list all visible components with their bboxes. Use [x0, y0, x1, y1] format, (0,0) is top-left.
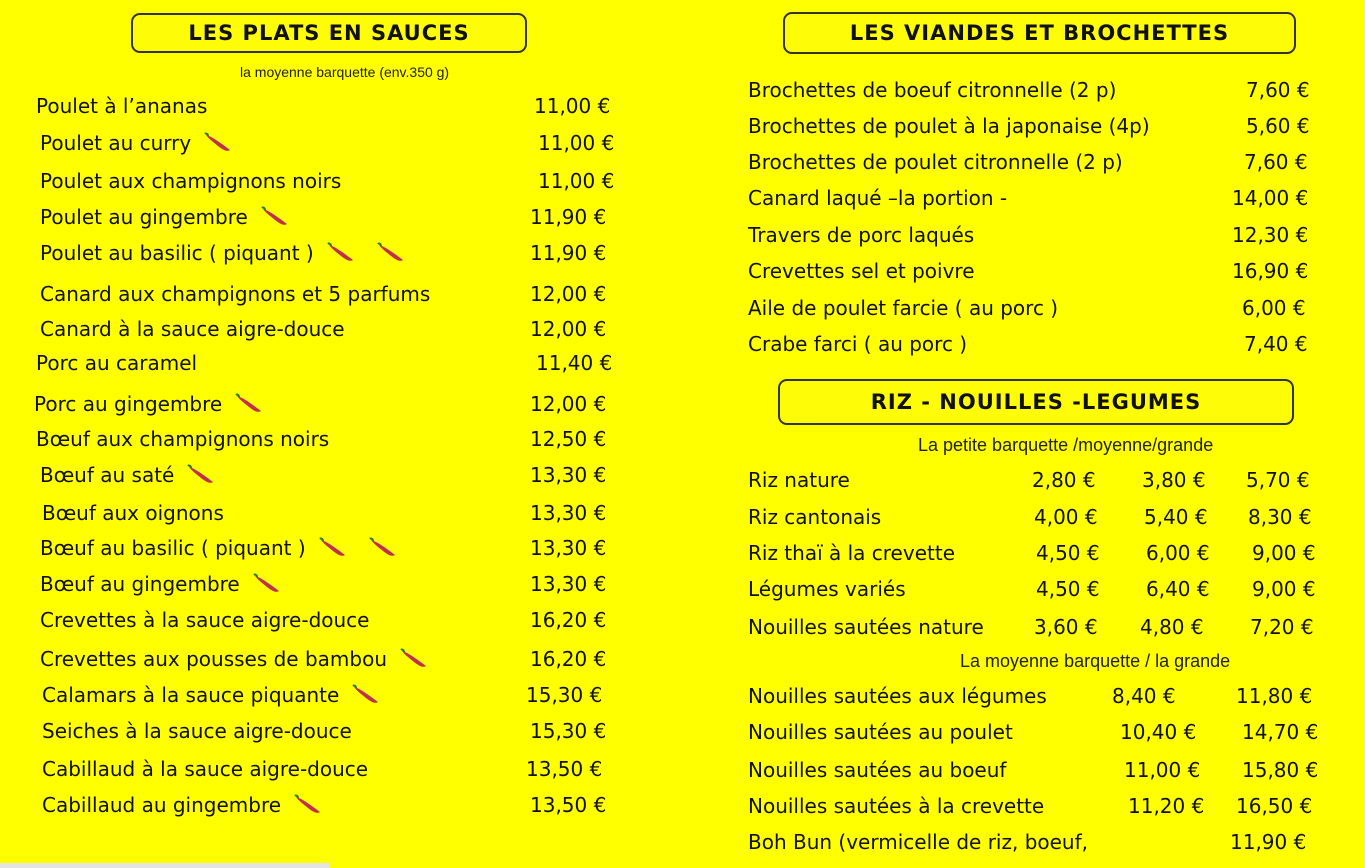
menu-item-price: 5,70 €	[1246, 468, 1310, 492]
menu-item-name: Crevettes sel et poivre	[748, 259, 975, 283]
menu-item-name: Riz thaï à la crevette	[748, 541, 955, 565]
section-title-text: RIZ - NOUILLES -LEGUMES	[870, 390, 1202, 414]
chili-pepper-icon	[260, 206, 290, 228]
menu-item-price: 5,60 €	[1246, 114, 1310, 138]
menu-item-price: 7,40 €	[1244, 332, 1308, 356]
menu-item-name: Boh Bun (vermicelle de riz, boeuf,	[748, 830, 1089, 854]
menu-item-price: 11,90 €	[1230, 830, 1307, 854]
menu-item-name: Poulet au curry	[40, 131, 192, 155]
chili-pepper-icon	[318, 537, 348, 559]
menu-item-name: Canard laqué –la portion -	[748, 186, 1008, 210]
menu-item-row	[36, 350, 736, 380]
menu-item-row	[34, 391, 734, 421]
menu-item-name: Légumes variés	[748, 577, 906, 601]
menu-item-name: Poulet au basilic ( piquant )	[40, 241, 314, 265]
menu-item-name: Canard aux champignons et 5 parfums	[40, 282, 431, 306]
menu-item-price: 4,50 €	[1036, 541, 1100, 565]
menu-item-row	[748, 185, 1365, 215]
menu-item-row	[748, 540, 1365, 570]
menu-item-row	[40, 535, 740, 565]
chili-pepper-icon	[234, 393, 264, 415]
chili-pepper-icon	[376, 242, 406, 264]
menu-item-price: 12,50 €	[530, 427, 607, 451]
menu-item-price: 6,40 €	[1146, 577, 1210, 601]
menu-item-price: 12,00 €	[530, 282, 607, 306]
menu-item-row	[40, 130, 740, 160]
menu-item-price: 5,40 €	[1144, 505, 1208, 529]
chili-pepper-icon	[252, 573, 282, 595]
menu-item-price: 11,90 €	[530, 241, 607, 265]
section-title-riz-nouilles-legumes	[778, 379, 1294, 425]
menu-item-row	[36, 93, 736, 123]
menu-item-price: 6,00 €	[1146, 541, 1210, 565]
menu-item-row	[40, 571, 740, 601]
menu-item-price: 15,30 €	[530, 719, 607, 743]
menu-item-row	[748, 719, 1365, 749]
section-title-text: LES VIANDES ET BROCHETTES	[849, 21, 1230, 45]
size-note-three: La petite barquette /moyenne/grande	[918, 435, 1214, 455]
menu-item-name: Bœuf au basilic ( piquant )	[40, 536, 306, 560]
menu-item-price: 16,50 €	[1236, 794, 1313, 818]
menu-item-row	[42, 718, 742, 748]
menu-item-name: Brochettes de poulet citronnelle (2 p)	[748, 150, 1123, 174]
menu-item-row	[748, 683, 1365, 713]
menu-item-price: 11,00 €	[538, 131, 615, 155]
menu-item-row	[748, 295, 1365, 325]
menu-item-name: Calamars à la sauce piquante	[42, 683, 340, 707]
menu-item-price: 9,00 €	[1252, 577, 1316, 601]
menu-item-name: Porc au caramel	[36, 351, 198, 375]
menu-item-name: Bœuf au gingembre	[40, 572, 240, 596]
menu-item-price: 13,30 €	[530, 572, 607, 596]
menu-item-price: 3,60 €	[1034, 615, 1098, 639]
menu-item-price: 10,40 €	[1120, 720, 1197, 744]
menu-item-price: 11,00 €	[538, 169, 615, 193]
menu-item-name: Nouilles sautées à la crevette	[748, 794, 1045, 818]
menu-item-row	[40, 240, 740, 270]
menu-item-name: Travers de porc laqués	[748, 223, 975, 247]
menu-item-price: 15,30 €	[526, 683, 603, 707]
portion-note: la moyenne barquette (env.350 g)	[240, 64, 450, 80]
menu-item-row	[748, 793, 1365, 823]
menu-item-name: Seiches à la sauce aigre-douce	[42, 719, 352, 743]
menu-item-price: 12,00 €	[530, 392, 607, 416]
menu-item-price: 13,30 €	[530, 463, 607, 487]
menu-item-name: Crevettes à la sauce aigre-douce	[40, 608, 370, 632]
menu-item-price: 11,80 €	[1236, 684, 1313, 708]
menu-item-price: 12,30 €	[1232, 223, 1309, 247]
menu-item-price: 16,20 €	[530, 647, 607, 671]
menu-item-price: 7,60 €	[1246, 78, 1310, 102]
menu-item-row	[42, 500, 742, 530]
menu-item-price: 16,90 €	[1232, 259, 1309, 283]
chili-pepper-icon	[326, 242, 356, 264]
menu-item-row	[40, 204, 740, 234]
menu-item-price: 9,00 €	[1252, 541, 1316, 565]
menu-item-price: 6,00 €	[1242, 296, 1306, 320]
menu-item-price: 13,30 €	[530, 501, 607, 525]
menu-item-row	[40, 607, 740, 637]
size-note-two: La moyenne barquette / la grande	[960, 651, 1231, 671]
menu-item-price: 11,00 €	[534, 94, 611, 118]
menu-item-name: Riz nature	[748, 468, 850, 492]
menu-item-name: Bœuf au saté	[40, 463, 175, 487]
menu-item-name: Nouilles sautées aux légumes	[748, 684, 1047, 708]
chili-pepper-icon	[368, 537, 398, 559]
menu-item-row	[748, 829, 1365, 859]
section-title-viandes-brochettes	[783, 12, 1296, 54]
menu-item-price: 11,90 €	[530, 205, 607, 229]
menu-item-row	[42, 756, 742, 786]
menu-item-row	[40, 462, 740, 492]
menu-item-row	[748, 222, 1365, 252]
menu-item-price: 4,00 €	[1034, 505, 1098, 529]
menu-item-price: 4,50 €	[1036, 577, 1100, 601]
menu-item-price: 7,20 €	[1250, 615, 1314, 639]
chili-pepper-icon	[399, 648, 429, 670]
menu-item-name: Crevettes aux pousses de bambou	[40, 647, 388, 671]
menu-item-row	[748, 504, 1365, 534]
section-title-plats-en-sauces	[131, 13, 527, 53]
menu-item-price: 13,30 €	[530, 536, 607, 560]
menu-item-row	[40, 316, 740, 346]
menu-item-row	[748, 331, 1365, 361]
menu-item-price: 2,80 €	[1032, 468, 1096, 492]
menu-item-name: Canard à la sauce aigre-douce	[40, 317, 345, 341]
menu-item-row	[748, 113, 1365, 143]
menu-item-name: Poulet au gingembre	[40, 205, 248, 229]
menu-item-row	[748, 757, 1365, 787]
menu-item-row	[748, 149, 1365, 179]
section-title-text: LES PLATS EN SAUCES	[188, 21, 470, 45]
menu-item-name: Bœuf aux champignons noirs	[36, 427, 330, 451]
menu-item-name: Brochettes de poulet à la japonaise (4p)	[748, 114, 1150, 138]
chili-pepper-icon	[186, 464, 216, 486]
menu-item-name: Porc au gingembre	[34, 392, 223, 416]
menu-item-name: Aile de poulet farcie ( au porc )	[748, 296, 1059, 320]
menu-item-price: 7,60 €	[1244, 150, 1308, 174]
menu-item-name: Nouilles sautées nature	[748, 615, 984, 639]
menu-item-row	[748, 77, 1365, 107]
chili-pepper-icon	[203, 132, 233, 154]
menu-item-price: 11,40 €	[536, 351, 613, 375]
menu-item-row	[36, 426, 736, 456]
page-edge-divider	[0, 863, 330, 868]
menu-item-price: 12,00 €	[530, 317, 607, 341]
menu-item-name: Riz cantonais	[748, 505, 882, 529]
chili-pepper-icon	[351, 684, 381, 706]
menu-item-name: Brochettes de boeuf citronnelle (2 p)	[748, 78, 1117, 102]
menu-item-row	[748, 576, 1365, 606]
menu-item-name: Poulet à l’ananas	[36, 94, 208, 118]
menu-item-price: 14,70 €	[1242, 720, 1319, 744]
menu-item-price: 11,20 €	[1128, 794, 1205, 818]
menu-item-row	[748, 467, 1365, 497]
menu-item-row	[748, 258, 1365, 288]
chili-pepper-icon	[293, 794, 323, 816]
menu-item-row	[40, 646, 740, 676]
menu-item-price: 13,50 €	[526, 757, 603, 781]
menu-item-row	[42, 792, 742, 822]
menu-item-price: 8,40 €	[1112, 684, 1176, 708]
menu-item-name: Nouilles sautées au boeuf	[748, 758, 1007, 782]
menu-item-name: Crabe farci ( au porc )	[748, 332, 968, 356]
menu-item-name: Poulet aux champignons noirs	[40, 169, 342, 193]
menu-item-price: 13,50 €	[530, 793, 607, 817]
menu-item-row	[42, 682, 742, 712]
menu-item-name: Cabillaud au gingembre	[42, 793, 282, 817]
menu-item-price: 14,00 €	[1232, 186, 1309, 210]
menu-item-name: Nouilles sautées au poulet	[748, 720, 1013, 744]
menu-item-price: 4,80 €	[1140, 615, 1204, 639]
menu-item-price: 3,80 €	[1142, 468, 1206, 492]
menu-item-row	[40, 281, 740, 311]
menu-item-price: 15,80 €	[1242, 758, 1319, 782]
menu-item-name: Cabillaud à la sauce aigre-douce	[42, 757, 369, 781]
menu-item-row	[748, 614, 1365, 644]
menu-item-price: 8,30 €	[1248, 505, 1312, 529]
menu-item-name: Bœuf aux oignons	[42, 501, 224, 525]
menu-item-price: 11,00 €	[1124, 758, 1201, 782]
menu-item-price: 16,20 €	[530, 608, 607, 632]
menu-item-row	[40, 168, 740, 198]
